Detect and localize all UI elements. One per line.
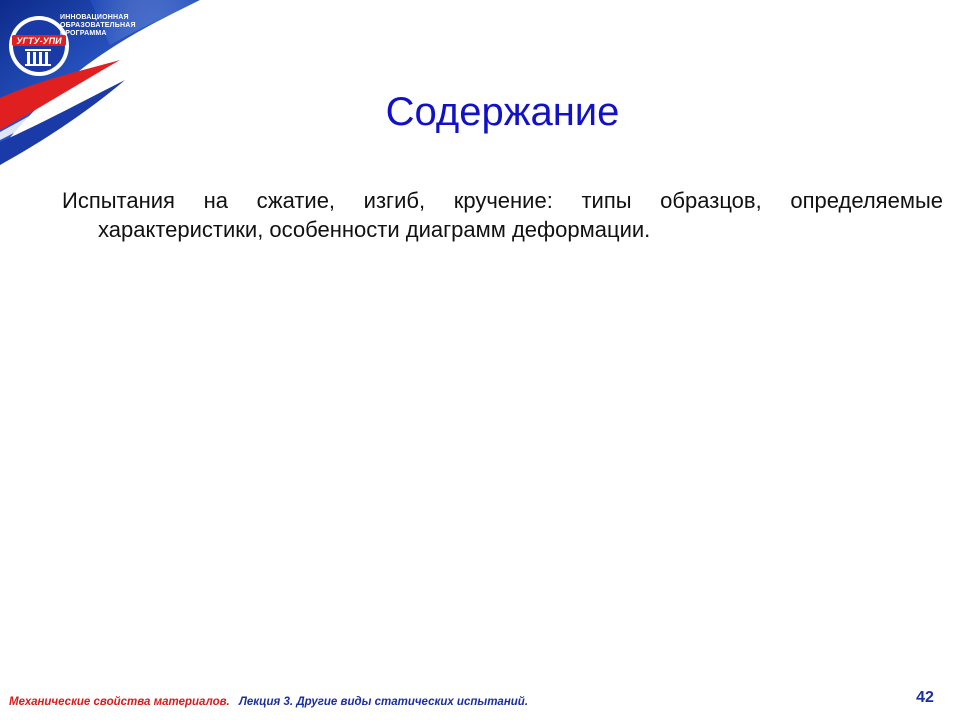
program-line-1: ИННОВАЦИОННАЯ xyxy=(60,14,129,21)
program-line-3: ПРОГРАММА xyxy=(60,30,107,37)
footer-course: Механические свойства материалов. xyxy=(9,696,230,708)
svg-text:УГТУ-УПИ: УГТУ-УПИ xyxy=(16,36,62,46)
program-caption xyxy=(60,14,136,38)
content-paragraph: Испытания на сжатие, изгиб, кручение: типы образцов, определяемые характеристики, особенности диаграмм деформации. xyxy=(62,188,943,242)
page-number: 42 xyxy=(916,689,934,706)
footer-lecture: Лекция 3. xyxy=(238,696,294,708)
footer-topic: Другие виды статических испытаний. xyxy=(296,696,529,708)
footer xyxy=(9,696,528,708)
program-line-2: ОБРАЗОВАТЕЛЬНАЯ xyxy=(60,22,136,29)
slide-title: Содержание xyxy=(385,90,620,134)
